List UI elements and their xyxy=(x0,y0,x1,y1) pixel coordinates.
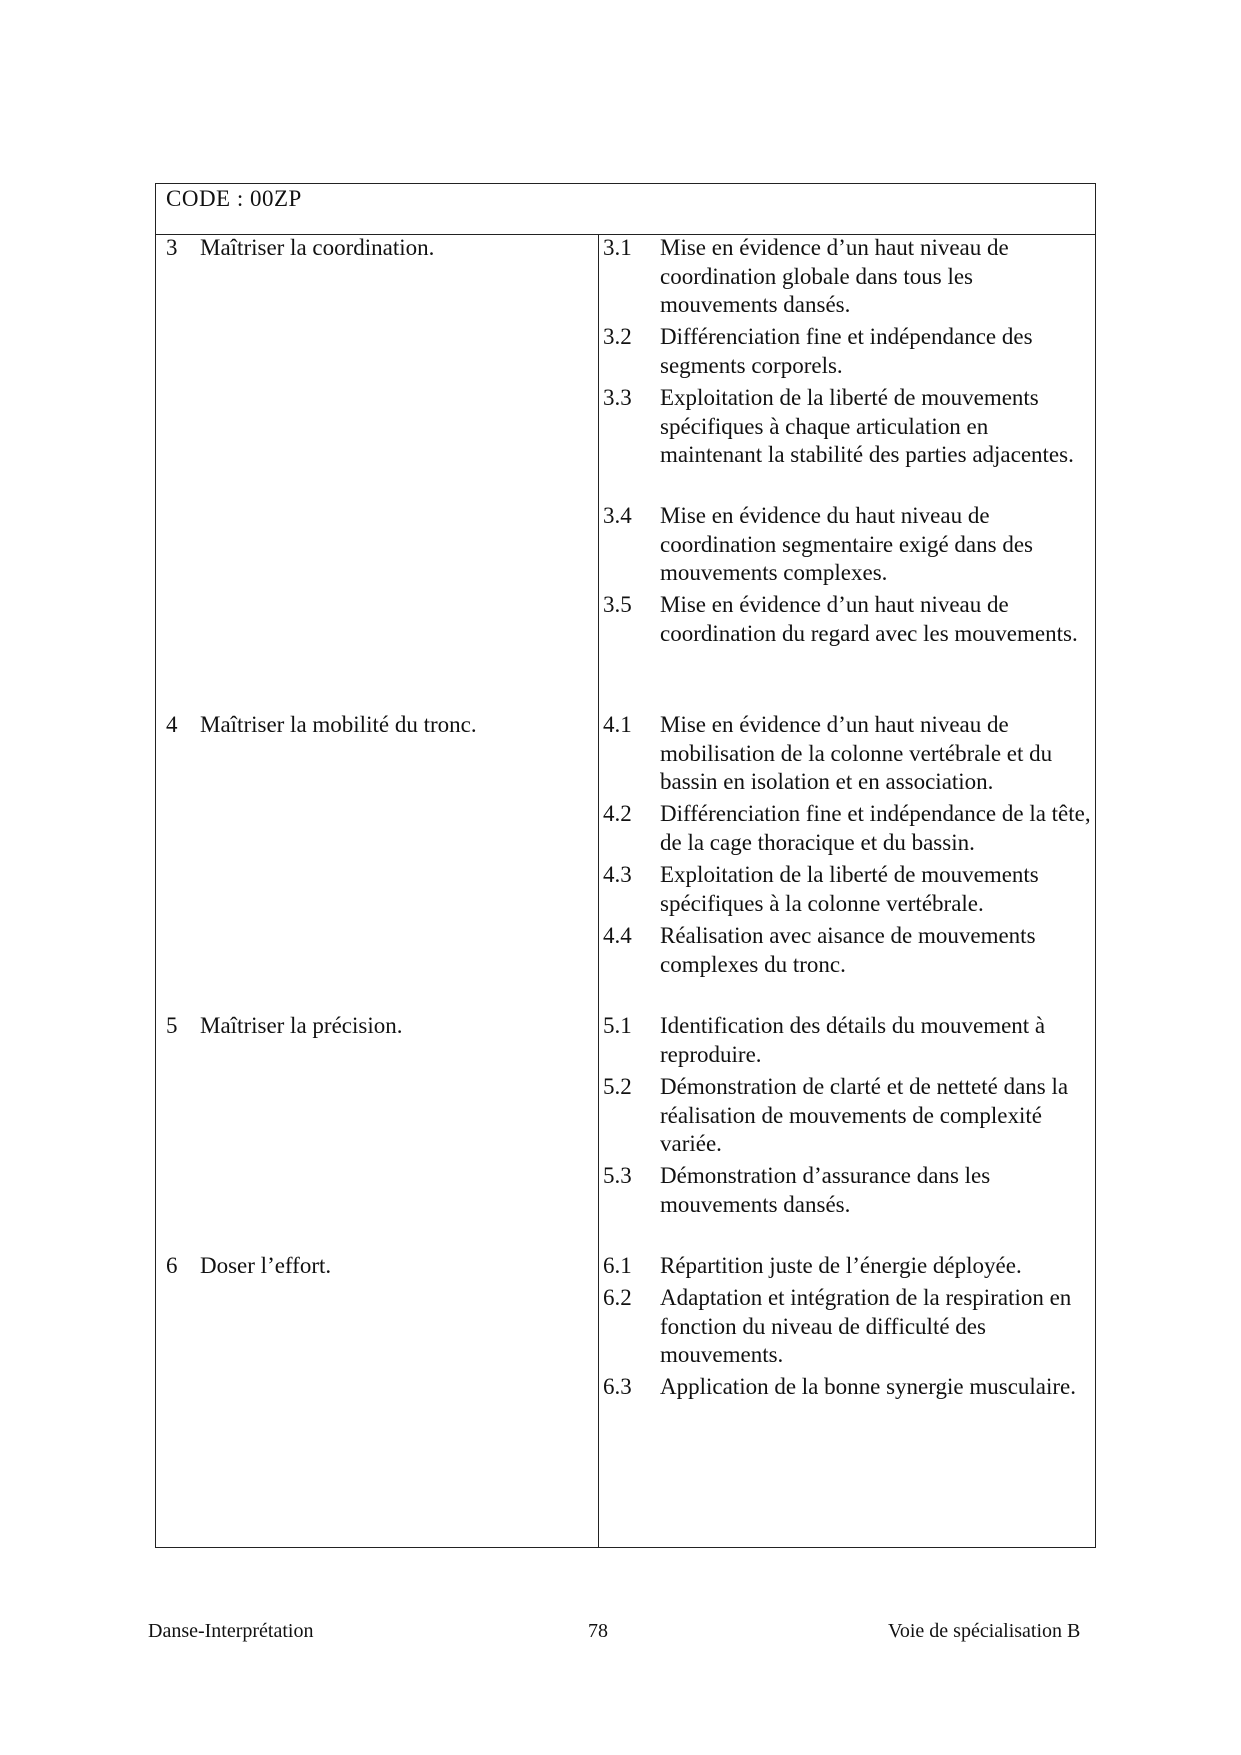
criterion-text: Réalisation avec aisance de mouvements complexes du tronc. xyxy=(660,923,1036,977)
criterion-number: 6.1 xyxy=(603,1253,632,1278)
criterion-text: Mise en évidence d’un haut niveau de mobilisation de la colonne vertébrale et du bassin en isolation et en association. xyxy=(660,712,1053,794)
criterion-number: 4.4 xyxy=(603,923,632,948)
criterion-text: Répartition juste de l’énergie déployée. xyxy=(660,1253,1022,1278)
competency-label: Maîtriser la coordination. xyxy=(200,235,435,260)
criterion-text: Mise en évidence d’un haut niveau de coordination globale dans tous les mouvements dansés. xyxy=(660,235,1009,317)
criterion-text: Démonstration de clarté et de netteté dans la réalisation de mouvements de complexité variée. xyxy=(660,1074,1069,1156)
criterion-text: Identification des détails du mouvement à reproduire. xyxy=(660,1013,1046,1067)
code-label: CODE : 00ZP xyxy=(166,186,302,211)
criterion-text: Mise en évidence du haut niveau de coordination segmentaire exigé dans des mouvements complexes. xyxy=(660,503,1033,585)
criterion-number: 5.1 xyxy=(603,1013,632,1038)
criterion-number: 4.3 xyxy=(603,862,632,887)
criterion-text: Différenciation fine et indépendance de la tête, de la cage thoracique et du bassin. xyxy=(660,801,1091,855)
footer-page-number: 78 xyxy=(588,1620,608,1642)
criterion-number: 3.2 xyxy=(603,324,632,349)
criterion-text: Adaptation et intégration de la respiration en fonction du niveau de difficulté des mouvements. xyxy=(660,1285,1072,1367)
criterion-number: 6.2 xyxy=(603,1285,632,1310)
criterion-number: 3.3 xyxy=(603,385,632,410)
criterion-number: 4.2 xyxy=(603,801,632,826)
competency-label: Maîtriser la précision. xyxy=(200,1013,403,1038)
competency-number: 6 xyxy=(166,1253,178,1278)
criterion-number: 4.1 xyxy=(603,712,632,737)
column-divider xyxy=(598,234,599,1547)
competency-number: 5 xyxy=(166,1013,178,1038)
criterion-text: Exploitation de la liberté de mouvements spécifiques à la colonne vertébrale. xyxy=(660,862,1039,916)
criterion-number: 5.3 xyxy=(603,1163,632,1188)
competency-number: 4 xyxy=(166,712,178,737)
criterion-text: Démonstration d’assurance dans les mouvements dansés. xyxy=(660,1163,991,1217)
competency-table xyxy=(155,183,1096,1548)
criterion-number: 3.1 xyxy=(603,235,632,260)
competency-label: Maîtriser la mobilité du tronc. xyxy=(200,712,477,737)
criterion-text: Mise en évidence d’un haut niveau de coordination du regard avec les mouvements. xyxy=(660,592,1078,646)
criterion-text: Différenciation fine et indépendance des segments corporels. xyxy=(660,324,1033,378)
footer-pathway: Voie de spécialisation B xyxy=(888,1620,1081,1642)
criterion-number: 3.4 xyxy=(603,503,632,528)
criterion-text: Exploitation de la liberté de mouvements spécifiques à chaque articulation en maintenant la stabilité des parties adjacentes. xyxy=(660,385,1074,467)
footer-program: Danse-Interprétation xyxy=(148,1620,314,1642)
competency-number: 3 xyxy=(166,235,178,260)
criterion-number: 3.5 xyxy=(603,592,632,617)
criterion-text: Application de la bonne synergie musculaire. xyxy=(660,1374,1077,1399)
competency-label: Doser l’effort. xyxy=(200,1253,332,1278)
code-header xyxy=(156,184,1095,235)
criterion-number: 5.2 xyxy=(603,1074,632,1099)
criterion-number: 6.3 xyxy=(603,1374,632,1399)
